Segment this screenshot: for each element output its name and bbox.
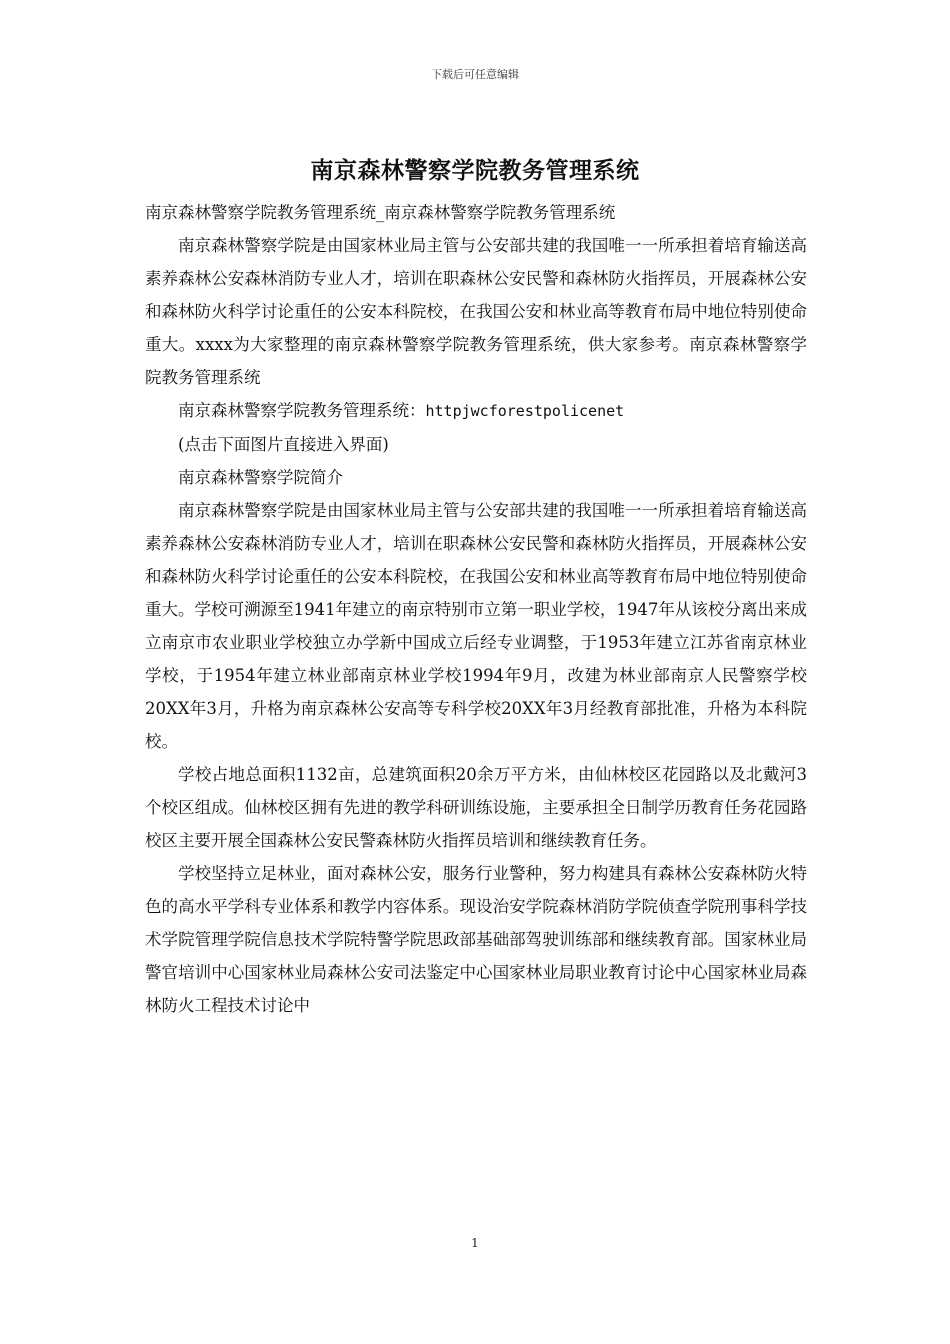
paragraph-departments: 学校坚持立足林业，面对森林公安，服务行业警种，努力构建具有森林公安森林防火特色的高水平学科专业体系和教学内容体系。现设治安学院森林消防学院侦查学院刑事科学技术学院管理学院信息技术学院特警学院思政部基础部驾驶训练部和继续教育部。国家林业局警官培训中心国家林业局森林公安司法鉴定中心国家林业局职业教育讨论中心国家林业局森林防火工程技术讨论中 xyxy=(145,864,807,1015)
section-heading-intro: 南京森林警察学院简介 xyxy=(178,468,343,487)
paragraph-system-url xyxy=(145,394,807,428)
paragraph-history: 南京森林警察学院是由国家林业局主管与公安部共建的我国唯一一所承担着培育输送高素养森林公安森林消防专业人才，培训在职森林公安民警和森林防火指挥员，开展森林公安和森林防火科学讨论重任的公安本科院校，在我国公安和林业高等教育布局中地位特别使命重大。学校可溯源至1941年建立的南京特别市立第一职业学校，1947年从该校分离出来成立南京市农业职业学校独立办学新中国成立后经专业调整，于1953年建立江苏省南京林业学校，于1954年建立林业部南京林业学校1994年9月，改建为林业部南京人民警察学校20XX年3月，升格为南京森林公安高等专科学校20XX年3月经教育部批准，升格为本科院校。 xyxy=(145,501,807,751)
system-url: httpjwcforestpolicenet xyxy=(425,402,625,420)
document-body xyxy=(145,196,807,1022)
paragraph-intro: 南京森林警察学院是由国家林业局主管与公安部共建的我国唯一一所承担着培育输送高素养森林公安森林消防专业人才，培训在职森林公安民警和森林防火指挥员，开展森林公安和森林防火科学讨论重任的公安本科院校，在我国公安和林业高等教育布局中地位特别使命重大。xxxx为大家整理的南京森林警察学院教务管理系统，供大家参考。南京森林警察学院教务管理系统 xyxy=(145,236,807,387)
subtitle-line: 南京森林警察学院教务管理系统_南京森林警察学院教务管理系统 xyxy=(145,203,616,222)
paragraph-click-note: (点击下面图片直接进入界面) xyxy=(178,435,389,454)
system-url-label: 南京森林警察学院教务管理系统： xyxy=(178,401,426,420)
header-note: 下载后可任意编辑 xyxy=(431,68,519,81)
paragraph-campus: 学校占地总面积1132亩，总建筑面积20余万平方米，由仙林校区花园路以及北戴河3个校区组成。仙林校区拥有先进的教学科研训练设施，主要承担全日制学历教育任务花园路校区主要开展全国森林公安民警森林防火指挥员培训和继续教育任务。 xyxy=(145,765,807,850)
document-title: 南京森林警察学院教务管理系统 xyxy=(310,157,640,184)
page-number: 1 xyxy=(471,1236,479,1250)
